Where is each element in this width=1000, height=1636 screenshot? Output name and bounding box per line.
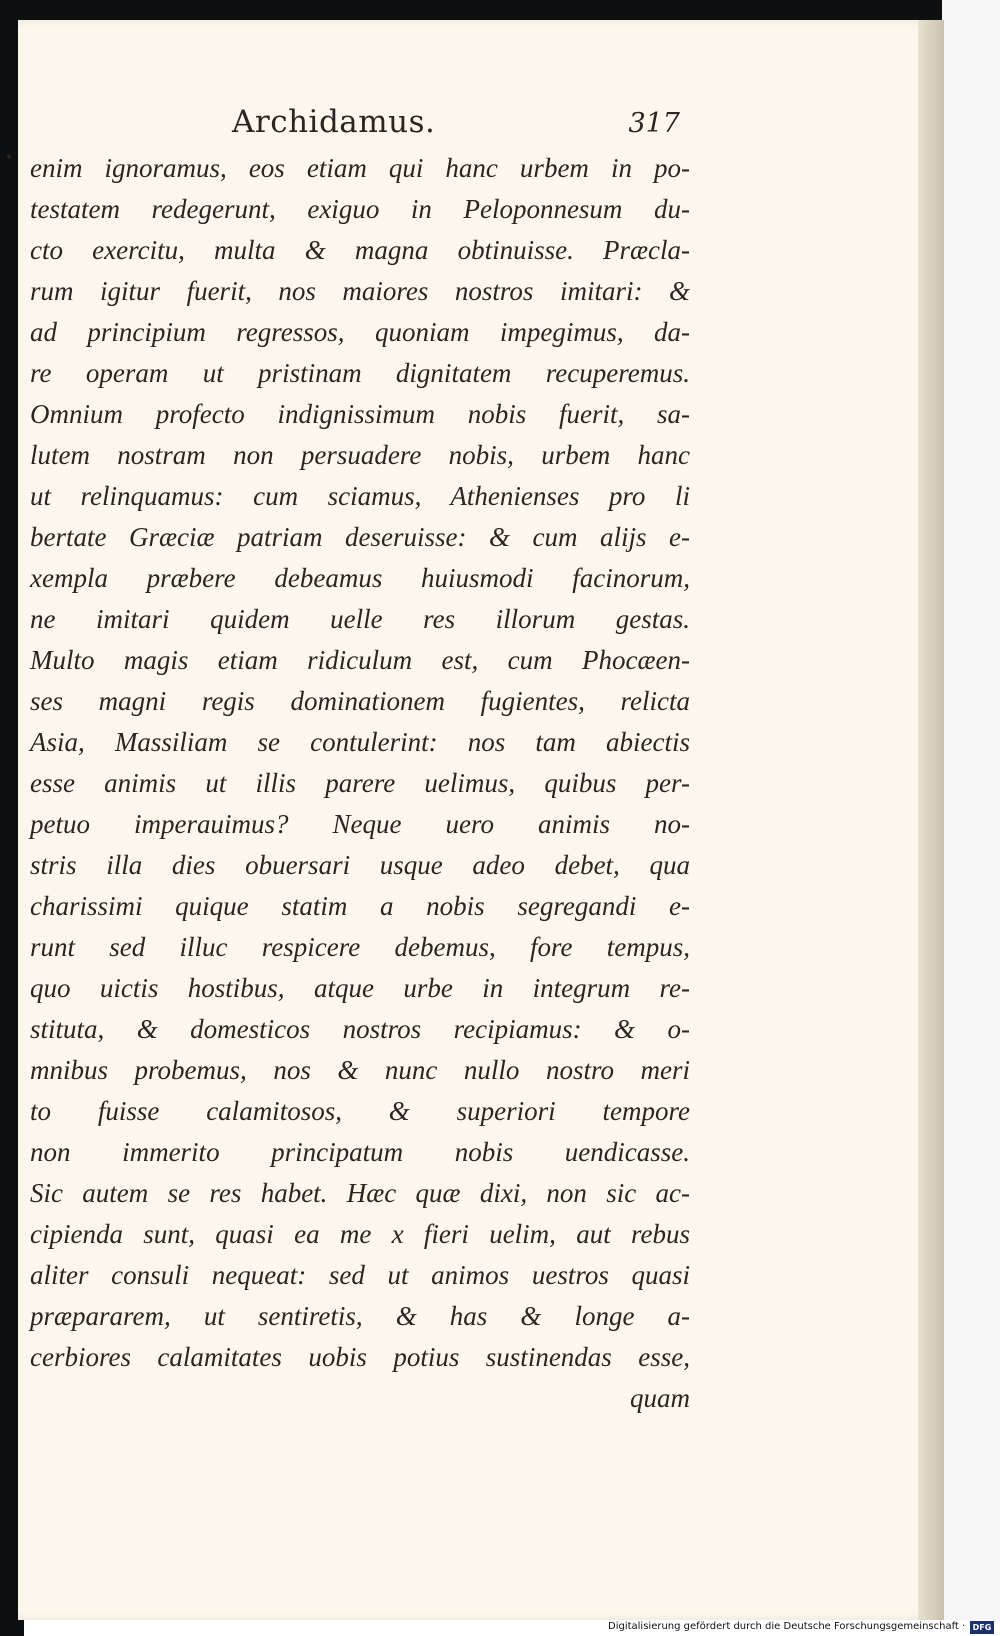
text-line: ut relinquamus: cum sciamus, Athenienses pro li: [30, 481, 690, 511]
text-line: xempla præbere debeamus huiusmodi facinorum,: [30, 563, 690, 593]
text-line: mnibus probemus, nos & nunc nullo nostro meri: [30, 1055, 690, 1085]
page-header: [232, 104, 692, 144]
text-line: runt sed illuc respicere debemus, fore tempus,: [30, 932, 690, 962]
text-line: petuo imperauimus? Neque uero animis no-: [30, 809, 690, 839]
text-line: Asia, Massiliam se contulerint: nos tam abiectis: [30, 727, 690, 757]
text-line: ses magni regis dominationem fugientes, relicta: [30, 686, 690, 716]
text-line: cerbiores calamitates uobis potius sustinendas esse,: [30, 1342, 690, 1372]
text-line: testatem redegerunt, exiguo in Peloponnesum du-: [30, 194, 690, 224]
scan-border-right: [942, 0, 1000, 1636]
page-edge-shadow: [918, 20, 944, 1620]
text-line: quam: [630, 1383, 690, 1413]
text-line: ad principium regressos, quoniam impegimus, da-: [30, 317, 690, 347]
text-line: præpararem, ut sentiretis, & has & longe a-: [30, 1301, 690, 1331]
text-line: lutem nostram non persuadere nobis, urbem hanc: [30, 440, 690, 470]
text-line: bertate Græciæ patriam deseruisse: & cum alijs e-: [30, 522, 690, 552]
page-number: 317: [628, 108, 680, 139]
scan-border-top: [0, 0, 1000, 20]
text-line: Sic autem se res habet. Hæc quæ dixi, non sic ac-: [30, 1178, 690, 1208]
text-line: stris illa dies obuersari usque adeo debet, qua: [30, 850, 690, 880]
text-line: charissimi quique statim a nobis segregandi e-: [30, 891, 690, 921]
text-line: Omnium profecto indignissimum nobis fuerit, sa-: [30, 399, 690, 429]
text-line: esse animis ut illis parere uelimus, quibus per-: [30, 768, 690, 798]
text-line: quo uictis hostibus, atque urbe in integrum re-: [30, 973, 690, 1003]
text-line: cipienda sunt, quasi ea me x fieri uelim, aut rebus: [30, 1219, 690, 1249]
text-line: to fuisse calamitosos, & superiori tempore: [30, 1096, 690, 1126]
text-line: re operam ut pristinam dignitatem recuperemus.: [30, 358, 690, 388]
running-head: Archidamus.: [232, 104, 436, 140]
body-text: [30, 148, 690, 1419]
text-line: stituta, & domesticos nostros recipiamus: & o-: [30, 1014, 690, 1044]
text-line: non immerito principatum nobis uendicasse.: [30, 1137, 690, 1167]
text-line: cto exercitu, multa & magna obtinuisse. Præcla-: [30, 235, 690, 265]
dfg-logo: DFG: [970, 1621, 994, 1634]
text-line: aliter consuli nequeat: sed ut animos uestros quasi: [30, 1260, 690, 1290]
footer-credit: Digitalisierung gefördert durch die Deutsche Forschungsgemeinschaft ·: [608, 1621, 966, 1632]
footer-bar: [608, 1620, 1000, 1636]
text-line: Multo magis etiam ridiculum est, cum Phocæen-: [30, 645, 690, 675]
text-line: ne imitari quidem uelle res illorum gestas.: [30, 604, 690, 634]
text-line: rum igitur fuerit, nos maiores nostros imitari: &: [30, 276, 690, 306]
text-line: enim ignoramus, eos etiam qui hanc urbem in po-: [30, 153, 690, 183]
margin-mark: •: [5, 150, 14, 166]
